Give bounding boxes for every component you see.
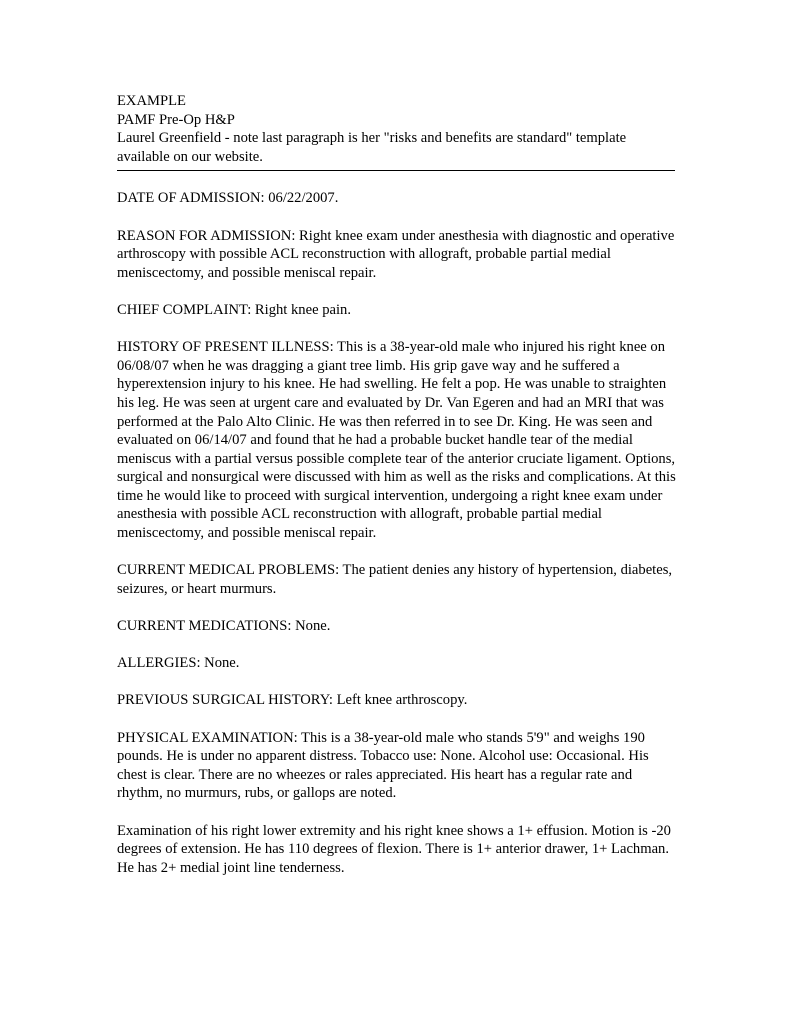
document-header: [117, 92, 677, 166]
document-body: [117, 189, 677, 877]
section-reason-for-admission: REASON FOR ADMISSION: Right knee exam under anesthesia with diagnostic and operative arthroscopy with possible ACL reconstruction with allograft, probable partial medial meniscectomy, and possible meniscal repair.: [117, 227, 675, 281]
header-form-title: PAMF Pre-Op H&P: [117, 111, 235, 128]
section-extremity-examination: Examination of his right lower extremity and his right knee shows a 1+ effusion. Motion is -20 degrees of extension. He has 110 degrees of flexion. There is 1+ anterior drawer, 1+ Lachman. He has 2+ medial joint line tenderness.: [117, 822, 671, 876]
section-allergies: ALLERGIES: None.: [117, 655, 240, 672]
section-current-medical-problems: CURRENT MEDICAL PROBLEMS: The patient denies any history of hypertension, diabetes, seizures, or heart murmurs.: [117, 562, 673, 597]
section-current-medications: CURRENT MEDICATIONS: None.: [117, 618, 331, 635]
section-chief-complaint: CHIEF COMPLAINT: Right knee pain.: [117, 301, 351, 318]
header-divider: [117, 170, 675, 171]
section-physical-examination: PHYSICAL EXAMINATION: This is a 38-year-old male who stands 5'9" and weighs 190 pounds. He is under no apparent distress. Tobacco use: None. Alcohol use: Occasional. His chest is clear. There are no wheezes or rales appreciated. His heart has a regular rate and rhythm, no murmurs, rubs, or gallops are noted.: [117, 729, 649, 802]
document-page: [117, 92, 677, 896]
header-example-label: EXAMPLE: [117, 93, 186, 109]
section-history-of-present-illness: HISTORY OF PRESENT ILLNESS: This is a 38-year-old male who injured his right knee on 06/08/07 when he was dragging a giant tree limb. His grip gave way and he suffered a hyperextension injury to his knee. He had swelling. He felt a pop. He was unable to straighten his leg. He was seen at urgent care and evaluated by Dr. Van Egeren and had an MRI that was performed at the Palo Alto Clinic. He was then referred in to see Dr. King. He was seen and evaluated on 06/14/07 and found that he had a probable bucket handle tear of the medial meniscus with a partial versus possible complete tear of the anterior cruciate ligament. Options, surgical and nonsurgical were discussed with him as well as the risks and complications. At this time he would like to proceed with surgical intervention, undergoing a right knee exam under anesthesia with possible ACL reconstruction with allograft, probable partial medial meniscectomy, and possible meniscal repair.: [117, 339, 676, 542]
section-previous-surgical-history: PREVIOUS SURGICAL HISTORY: Left knee arthroscopy.: [117, 692, 468, 709]
header-author-note: Laurel Greenfield - note last paragraph is her "risks and benefits are standard" template available on our website.: [117, 130, 627, 165]
section-date-of-admission: DATE OF ADMISSION: 06/22/2007.: [117, 190, 339, 207]
